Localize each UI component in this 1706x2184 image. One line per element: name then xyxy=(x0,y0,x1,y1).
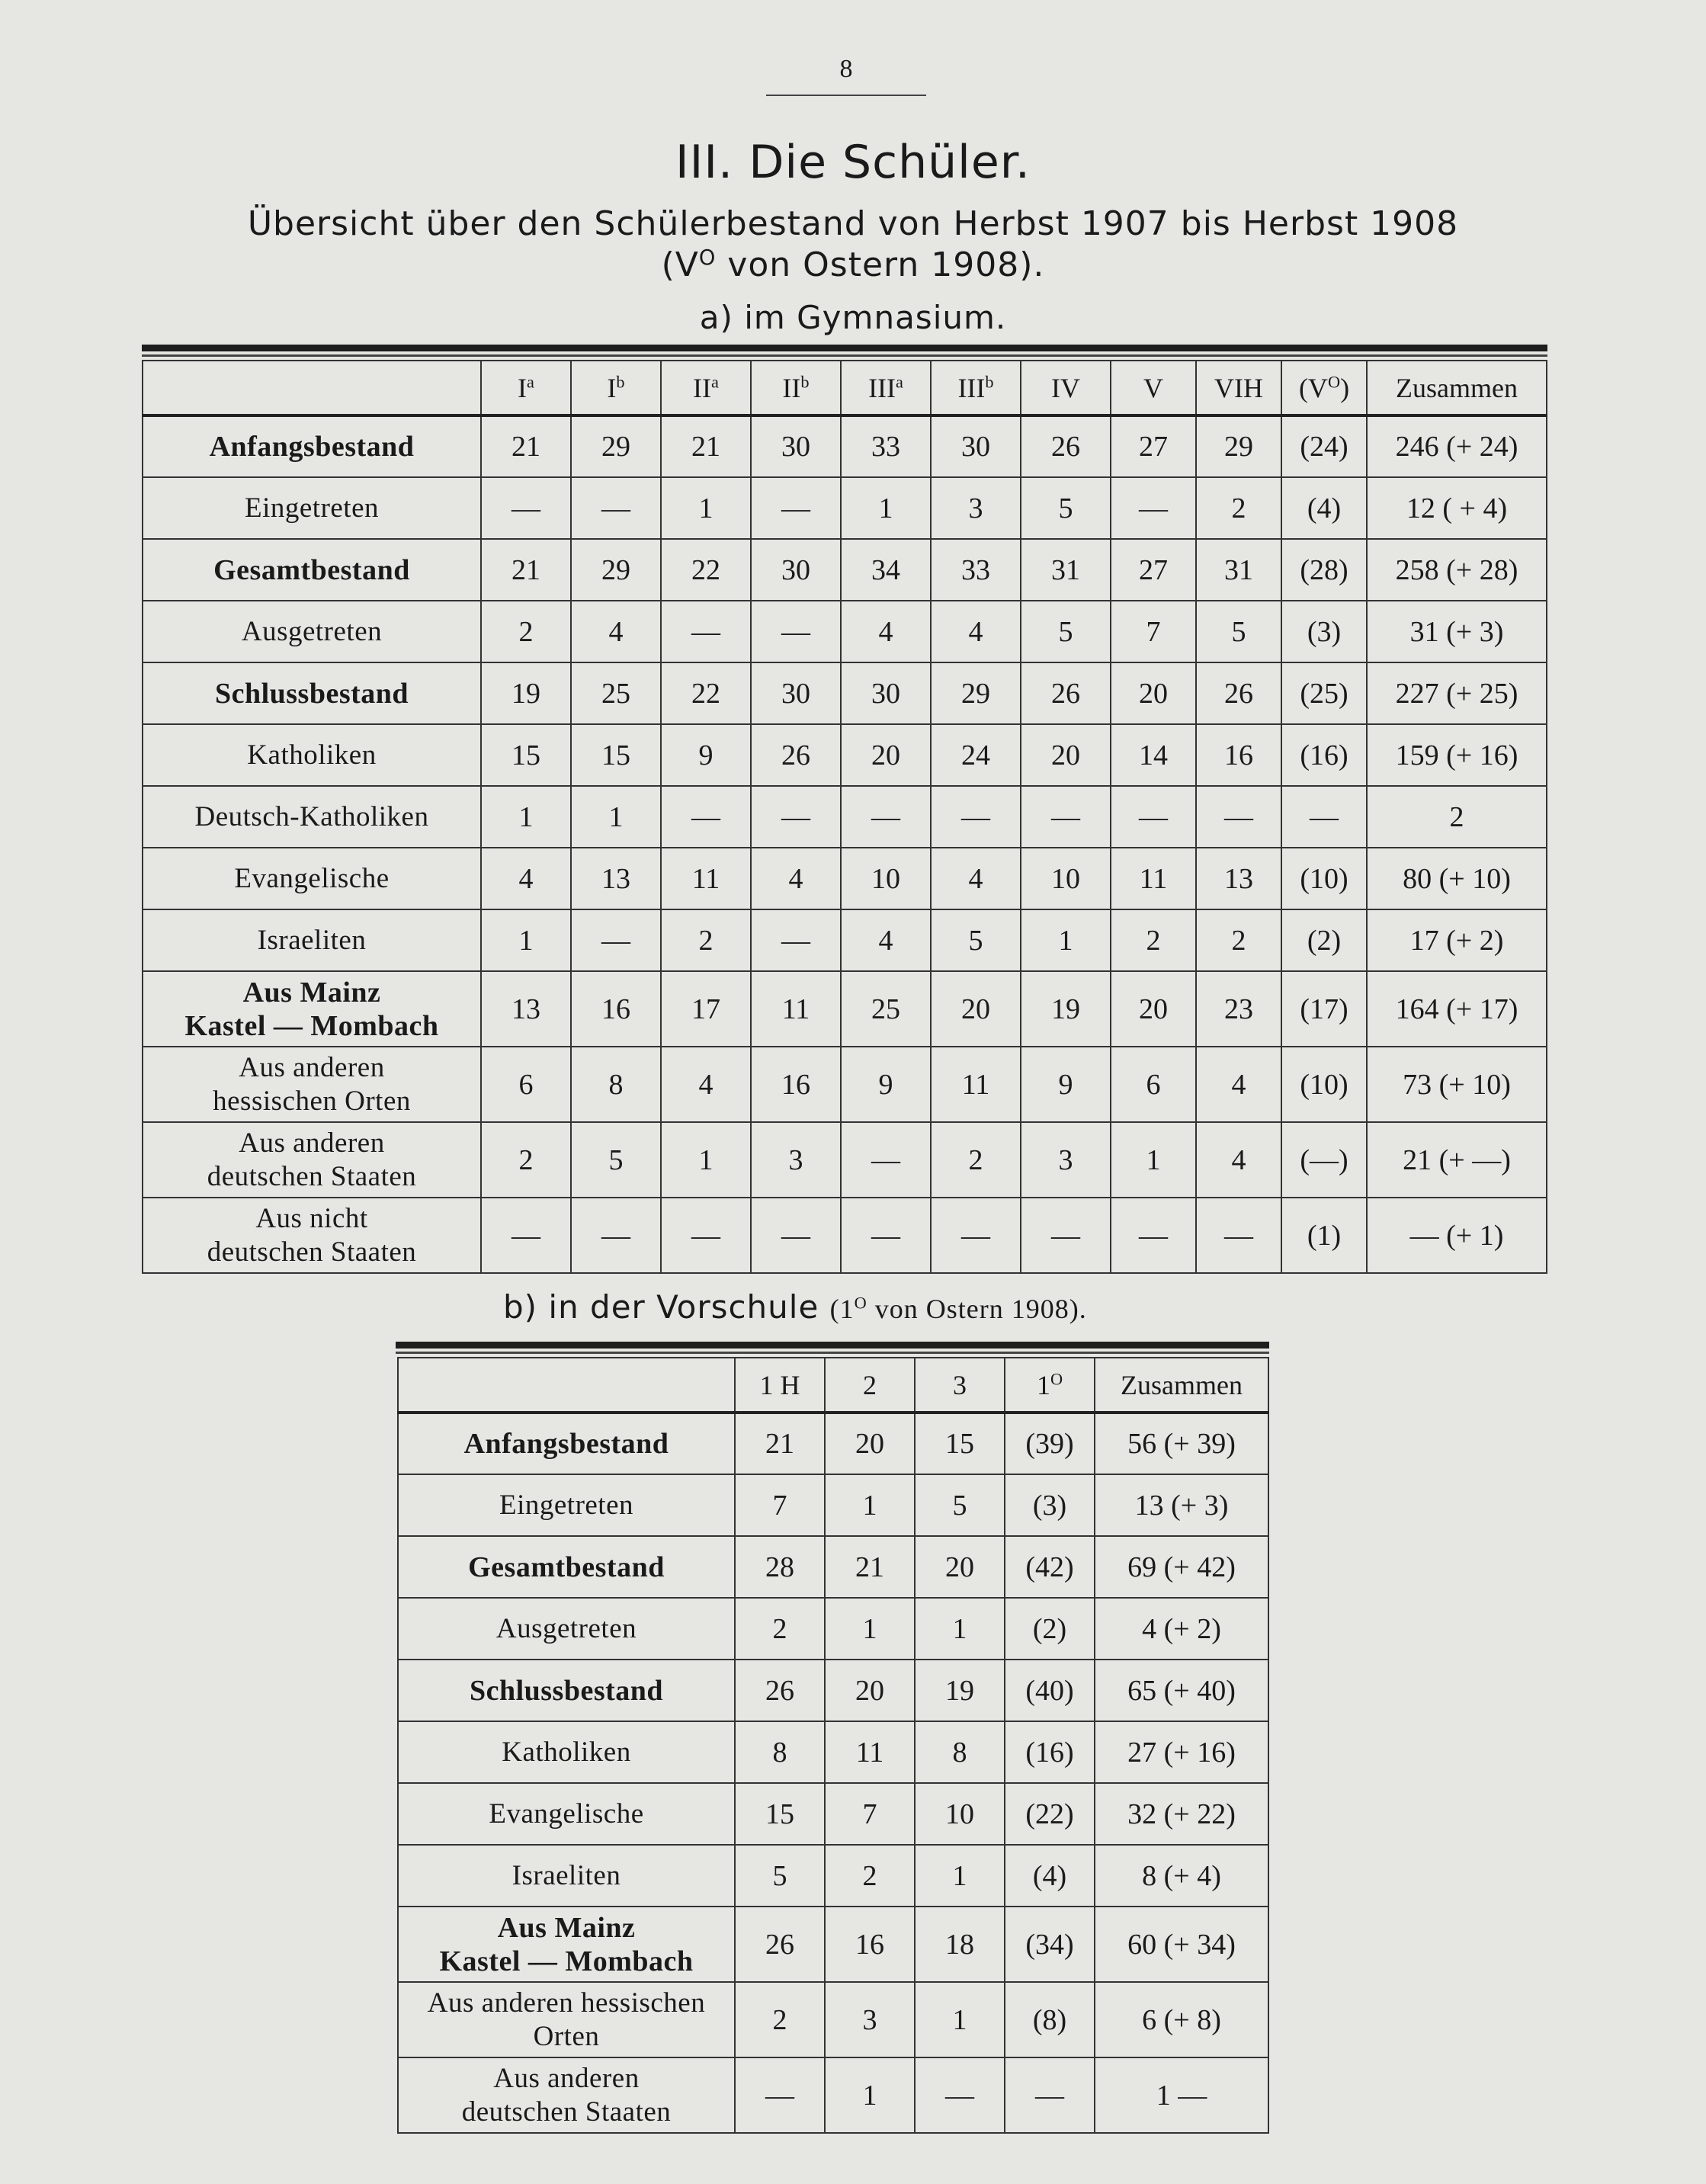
table-cell: 28 xyxy=(735,1536,825,1598)
table-cell: 6 (+ 8) xyxy=(1095,1982,1268,2057)
table-cell: (34) xyxy=(1005,1907,1095,1982)
table-cell: 22 xyxy=(661,662,751,724)
table-cell: — xyxy=(751,909,841,971)
table-row xyxy=(143,1047,1547,1122)
column-header: Zusammen xyxy=(1095,1358,1268,1413)
table-cell: (2) xyxy=(1005,1598,1095,1660)
table-cell: — xyxy=(931,1198,1021,1273)
header-row xyxy=(398,1358,1268,1413)
table-cell: 4 xyxy=(1196,1047,1281,1122)
table-cell: 5 xyxy=(1021,477,1111,539)
column-header: $I^b$ xyxy=(571,361,661,415)
row-label: Deutsch-Katholiken xyxy=(143,786,481,848)
table-cell: 1 xyxy=(571,786,661,848)
table-cell: (3) xyxy=(1005,1474,1095,1536)
section-b-heading: b) in der Vorschule ($1^O$ von Ostern 1908). xyxy=(503,1288,1087,1326)
table-cell: 27 (+ 16) xyxy=(1095,1721,1268,1783)
table-cell: — xyxy=(1111,1198,1196,1273)
table-cell: 18 xyxy=(915,1907,1005,1982)
table-cell: 1 xyxy=(1111,1122,1196,1198)
row-label: Ausgetreten xyxy=(398,1598,735,1660)
table-cell: 8 (+ 4) xyxy=(1095,1845,1268,1907)
table-cell: — (+ 1) xyxy=(1367,1198,1547,1273)
column-header: $1^O$ xyxy=(1005,1358,1095,1413)
table-row xyxy=(398,1598,1268,1660)
table-cell: 29 xyxy=(1196,415,1281,477)
table-cell: 8 xyxy=(915,1721,1005,1783)
table-cell: 5 xyxy=(931,909,1021,971)
table-b-top-rule-thin xyxy=(396,1352,1269,1354)
row-label: Evangelische xyxy=(143,848,481,909)
table-cell: 7 xyxy=(735,1474,825,1536)
table-cell: — xyxy=(751,1198,841,1273)
table-cell: 26 xyxy=(1021,662,1111,724)
table-cell: 1 xyxy=(915,1982,1005,2057)
table-cell: 5 xyxy=(571,1122,661,1198)
table-cell: 19 xyxy=(915,1660,1005,1721)
header-row xyxy=(143,361,1547,415)
table-row xyxy=(398,1413,1268,1474)
table-cell: 4 xyxy=(931,601,1021,662)
table-cell: 21 xyxy=(661,415,751,477)
column-header: $(V^O)$ xyxy=(1281,361,1367,415)
table-cell: 11 xyxy=(825,1721,915,1783)
table-row xyxy=(398,1783,1268,1845)
table-cell: 69 (+ 42) xyxy=(1095,1536,1268,1598)
table-cell: — xyxy=(751,786,841,848)
table-cell: 29 xyxy=(931,662,1021,724)
column-header: V xyxy=(1111,361,1196,415)
table-cell: 4 xyxy=(481,848,571,909)
table-cell: — xyxy=(1111,786,1196,848)
table-cell: 8 xyxy=(571,1047,661,1122)
table-cell: 6 xyxy=(481,1047,571,1122)
table-cell: 12 ( + 4) xyxy=(1367,477,1547,539)
table-cell: 3 xyxy=(751,1122,841,1198)
table-row xyxy=(143,909,1547,971)
table-cell: (16) xyxy=(1281,724,1367,786)
table-cell: — xyxy=(931,786,1021,848)
table-cell: 4 xyxy=(751,848,841,909)
table-cell: — xyxy=(1021,1198,1111,1273)
table-cell: (17) xyxy=(1281,971,1367,1047)
table-cell: — xyxy=(481,1198,571,1273)
table-cell: 20 xyxy=(931,971,1021,1047)
table-cell: 11 xyxy=(661,848,751,909)
table-cell: 23 xyxy=(1196,971,1281,1047)
table-cell: 11 xyxy=(1111,848,1196,909)
table-cell: 258 (+ 28) xyxy=(1367,539,1547,601)
table-cell: 19 xyxy=(481,662,571,724)
table-row xyxy=(143,1122,1547,1198)
table-cell: (40) xyxy=(1005,1660,1095,1721)
table-cell: (8) xyxy=(1005,1982,1095,2057)
table-cell: 34 xyxy=(841,539,931,601)
table-cell: 16 xyxy=(825,1907,915,1982)
table-cell: 2 xyxy=(661,909,751,971)
row-label: Aus anderen hessischen Orten xyxy=(143,1047,481,1122)
table-cell: 17 xyxy=(661,971,751,1047)
row-label: Aus anderen deutschen Staaten xyxy=(143,1122,481,1198)
table-cell: 65 (+ 40) xyxy=(1095,1660,1268,1721)
row-label: Israeliten xyxy=(143,909,481,971)
table-cell: 6 xyxy=(1111,1047,1196,1122)
table-cell: 33 xyxy=(931,539,1021,601)
column-header: IV xyxy=(1021,361,1111,415)
table-cell: 25 xyxy=(841,971,931,1047)
table-cell: 13 xyxy=(1196,848,1281,909)
table-cell: 56 (+ 39) xyxy=(1095,1413,1268,1474)
table-cell: 9 xyxy=(1021,1047,1111,1122)
table-cell: 21 xyxy=(825,1536,915,1598)
table-row xyxy=(143,1198,1547,1273)
table-cell: — xyxy=(571,1198,661,1273)
table-cell: 20 xyxy=(1021,724,1111,786)
table-cell: 159 (+ 16) xyxy=(1367,724,1547,786)
table-cell: — xyxy=(571,909,661,971)
table-cell: (28) xyxy=(1281,539,1367,601)
table-cell: 10 xyxy=(1021,848,1111,909)
table-cell: 1 xyxy=(481,909,571,971)
table-cell: — xyxy=(1281,786,1367,848)
table-cell: 30 xyxy=(751,415,841,477)
table-cell: 4 xyxy=(1196,1122,1281,1198)
row-label: Aus anderen deutschen Staaten xyxy=(398,2057,735,2133)
table-cell: 32 (+ 22) xyxy=(1095,1783,1268,1845)
table-cell: 31 xyxy=(1021,539,1111,601)
table-cell: (2) xyxy=(1281,909,1367,971)
table-cell: 15 xyxy=(735,1783,825,1845)
table-cell: — xyxy=(735,2057,825,2133)
table-row xyxy=(143,848,1547,909)
table-cell: 3 xyxy=(825,1982,915,2057)
table-cell: 246 (+ 24) xyxy=(1367,415,1547,477)
table-cell: 2 xyxy=(481,601,571,662)
table-cell: 9 xyxy=(661,724,751,786)
table-cell: 13 xyxy=(571,848,661,909)
table-cell: 4 xyxy=(841,601,931,662)
table-cell: — xyxy=(1021,786,1111,848)
row-label: Anfangsbestand xyxy=(398,1413,735,1474)
page-title: III. Die Schüler. xyxy=(675,136,1031,189)
table-row xyxy=(143,786,1547,848)
table-cell: 10 xyxy=(841,848,931,909)
column-header: 1 H xyxy=(735,1358,825,1413)
table-cell: 20 xyxy=(915,1536,1005,1598)
page-number: 8 xyxy=(839,55,853,83)
row-label: Aus Mainz Kastel — Mombach xyxy=(143,971,481,1047)
column-header: III$^a$ xyxy=(841,361,931,415)
table-cell: 9 xyxy=(841,1047,931,1122)
table-cell: 20 xyxy=(841,724,931,786)
table-cell: 2 xyxy=(735,1598,825,1660)
table-cell: — xyxy=(1005,2057,1095,2133)
table-cell: 2 xyxy=(735,1982,825,2057)
table-cell: 15 xyxy=(481,724,571,786)
table-cell: 4 xyxy=(571,601,661,662)
table-cell: 1 xyxy=(661,1122,751,1198)
row-label: Eingetreten xyxy=(398,1474,735,1536)
table-cell: 4 xyxy=(931,848,1021,909)
table-cell: 20 xyxy=(1111,662,1196,724)
table-cell: 2 xyxy=(1111,909,1196,971)
table-cell: 1 — xyxy=(1095,2057,1268,2133)
table-cell: 20 xyxy=(1111,971,1196,1047)
table-vorschule xyxy=(397,1357,1269,2134)
table-cell: (3) xyxy=(1281,601,1367,662)
row-label: Katholiken xyxy=(143,724,481,786)
table-cell: 1 xyxy=(841,477,931,539)
table-cell: 4 (+ 2) xyxy=(1095,1598,1268,1660)
table-cell: 33 xyxy=(841,415,931,477)
table-cell: (4) xyxy=(1281,477,1367,539)
table-cell: 31 (+ 3) xyxy=(1367,601,1547,662)
table-cell: 25 xyxy=(571,662,661,724)
table-cell: — xyxy=(571,477,661,539)
table-row xyxy=(398,1660,1268,1721)
page-subtitle: Übersicht über den Schülerbestand von Herbst 1907 bis Herbst 1908 xyxy=(247,204,1459,243)
table-row xyxy=(398,1474,1268,1536)
table-cell: 2 xyxy=(1196,909,1281,971)
table-cell: 2 xyxy=(1367,786,1547,848)
table-cell: 20 xyxy=(825,1413,915,1474)
table-cell: 31 xyxy=(1196,539,1281,601)
table-cell: 80 (+ 10) xyxy=(1367,848,1547,909)
table-cell: 1 xyxy=(915,1845,1005,1907)
table-cell: (4) xyxy=(1005,1845,1095,1907)
row-label: Schlussbestand xyxy=(143,662,481,724)
table-cell: 20 xyxy=(825,1660,915,1721)
row-label: Evangelische xyxy=(398,1783,735,1845)
table-row xyxy=(398,1845,1268,1907)
table-row xyxy=(398,1907,1268,1982)
table-cell: (42) xyxy=(1005,1536,1095,1598)
table-cell: 7 xyxy=(825,1783,915,1845)
table-cell: 1 xyxy=(825,2057,915,2133)
table-cell: 1 xyxy=(1021,909,1111,971)
table-cell: 13 (+ 3) xyxy=(1095,1474,1268,1536)
table-cell: (24) xyxy=(1281,415,1367,477)
row-label: Gesamtbestand xyxy=(143,539,481,601)
table-cell: 5 xyxy=(915,1474,1005,1536)
table-cell: 29 xyxy=(571,539,661,601)
table-row xyxy=(143,601,1547,662)
table-cell: 8 xyxy=(735,1721,825,1783)
table-cell: 26 xyxy=(735,1660,825,1721)
page-number-rule xyxy=(766,95,926,96)
table-cell: 26 xyxy=(1021,415,1111,477)
table-row xyxy=(143,724,1547,786)
table-cell: 11 xyxy=(751,971,841,1047)
table-cell: 29 xyxy=(571,415,661,477)
table-cell: 30 xyxy=(931,415,1021,477)
table-row xyxy=(398,2057,1268,2133)
table-cell: 14 xyxy=(1111,724,1196,786)
table-cell: 227 (+ 25) xyxy=(1367,662,1547,724)
table-cell: 1 xyxy=(481,786,571,848)
column-header: III$^b$ xyxy=(931,361,1021,415)
table-cell: 27 xyxy=(1111,415,1196,477)
row-label: Aus Mainz Kastel — Mombach xyxy=(398,1907,735,1982)
table-cell: 10 xyxy=(915,1783,1005,1845)
table-cell: (39) xyxy=(1005,1413,1095,1474)
table-cell: — xyxy=(841,786,931,848)
table-row xyxy=(398,1982,1268,2057)
table-cell: 73 (+ 10) xyxy=(1367,1047,1547,1122)
table-cell: 5 xyxy=(735,1845,825,1907)
table-b-top-rule xyxy=(396,1342,1269,1349)
table-cell: 2 xyxy=(931,1122,1021,1198)
table-cell: 60 (+ 34) xyxy=(1095,1907,1268,1982)
row-label: Ausgetreten xyxy=(143,601,481,662)
section-a-heading: a) im Gymnasium. xyxy=(699,299,1007,336)
table-cell: 5 xyxy=(1196,601,1281,662)
row-label: Katholiken xyxy=(398,1721,735,1783)
table-cell: 164 (+ 17) xyxy=(1367,971,1547,1047)
table-row xyxy=(143,971,1547,1047)
table-cell: 19 xyxy=(1021,971,1111,1047)
table-cell: 2 xyxy=(825,1845,915,1907)
table-cell: (10) xyxy=(1281,1047,1367,1122)
table-cell: — xyxy=(751,477,841,539)
table-cell: 26 xyxy=(1196,662,1281,724)
table-cell: 3 xyxy=(931,477,1021,539)
row-label: Aus anderen hessischen Orten xyxy=(398,1982,735,2057)
header-corner xyxy=(143,361,481,415)
table-cell: 2 xyxy=(1196,477,1281,539)
table-cell: — xyxy=(661,786,751,848)
table-cell: — xyxy=(1111,477,1196,539)
table-row xyxy=(143,539,1547,601)
table-cell: 1 xyxy=(825,1598,915,1660)
table-cell: 21 xyxy=(481,539,571,601)
row-label: Schlussbestand xyxy=(398,1660,735,1721)
header-corner xyxy=(398,1358,735,1413)
table-cell: — xyxy=(841,1198,931,1273)
table-gymnasium xyxy=(142,360,1547,1274)
row-label: Gesamtbestand xyxy=(398,1536,735,1598)
table-cell: (—) xyxy=(1281,1122,1367,1198)
table-cell: 26 xyxy=(735,1907,825,1982)
column-header: $II^a$ xyxy=(661,361,751,415)
table-cell: 16 xyxy=(751,1047,841,1122)
table-row xyxy=(143,477,1547,539)
table-cell: 30 xyxy=(751,539,841,601)
column-header: Zusammen xyxy=(1367,361,1547,415)
table-cell: (25) xyxy=(1281,662,1367,724)
column-header: 3 xyxy=(915,1358,1005,1413)
table-cell: 16 xyxy=(571,971,661,1047)
column-header: $II^b$ xyxy=(751,361,841,415)
table-cell: 5 xyxy=(1021,601,1111,662)
table-row xyxy=(143,662,1547,724)
table-cell: — xyxy=(841,1122,931,1198)
table-row xyxy=(398,1721,1268,1783)
table-cell: 4 xyxy=(661,1047,751,1122)
table-cell: 22 xyxy=(661,539,751,601)
page-subtitle-note: ($V^O$ von Ostern 1908). xyxy=(661,245,1045,284)
table-cell: 27 xyxy=(1111,539,1196,601)
table-cell: — xyxy=(481,477,571,539)
table-cell: 2 xyxy=(481,1122,571,1198)
table-cell: 21 (+ —) xyxy=(1367,1122,1547,1198)
table-cell: 1 xyxy=(825,1474,915,1536)
table-cell: 3 xyxy=(1021,1122,1111,1198)
row-label: Israeliten xyxy=(398,1845,735,1907)
table-cell: 13 xyxy=(481,971,571,1047)
table-row xyxy=(143,415,1547,477)
table-cell: — xyxy=(1196,1198,1281,1273)
table-cell: 30 xyxy=(841,662,931,724)
table-cell: 4 xyxy=(841,909,931,971)
table-cell: — xyxy=(661,601,751,662)
table-cell: — xyxy=(915,2057,1005,2133)
table-cell: 30 xyxy=(751,662,841,724)
column-header: $I^a$ xyxy=(481,361,571,415)
table-cell: 7 xyxy=(1111,601,1196,662)
table-cell: (16) xyxy=(1005,1721,1095,1783)
row-label: Anfangsbestand xyxy=(143,415,481,477)
table-cell: (10) xyxy=(1281,848,1367,909)
table-cell: 24 xyxy=(931,724,1021,786)
table-cell: 15 xyxy=(915,1413,1005,1474)
column-header: 2 xyxy=(825,1358,915,1413)
table-cell: 1 xyxy=(661,477,751,539)
column-header: VIH xyxy=(1196,361,1281,415)
row-label: Aus nicht deutschen Staaten xyxy=(143,1198,481,1273)
table-cell: 17 (+ 2) xyxy=(1367,909,1547,971)
table-cell: (22) xyxy=(1005,1783,1095,1845)
table-a-top-rule-thin xyxy=(142,354,1547,357)
table-row xyxy=(398,1536,1268,1598)
table-cell: 15 xyxy=(571,724,661,786)
table-cell: 11 xyxy=(931,1047,1021,1122)
table-cell: 21 xyxy=(735,1413,825,1474)
table-cell: — xyxy=(751,601,841,662)
table-cell: 1 xyxy=(915,1598,1005,1660)
table-a-top-rule xyxy=(142,345,1547,351)
table-cell: 21 xyxy=(481,415,571,477)
table-cell: 26 xyxy=(751,724,841,786)
table-cell: — xyxy=(1196,786,1281,848)
table-cell: — xyxy=(661,1198,751,1273)
table-cell: (1) xyxy=(1281,1198,1367,1273)
row-label: Eingetreten xyxy=(143,477,481,539)
table-cell: 16 xyxy=(1196,724,1281,786)
